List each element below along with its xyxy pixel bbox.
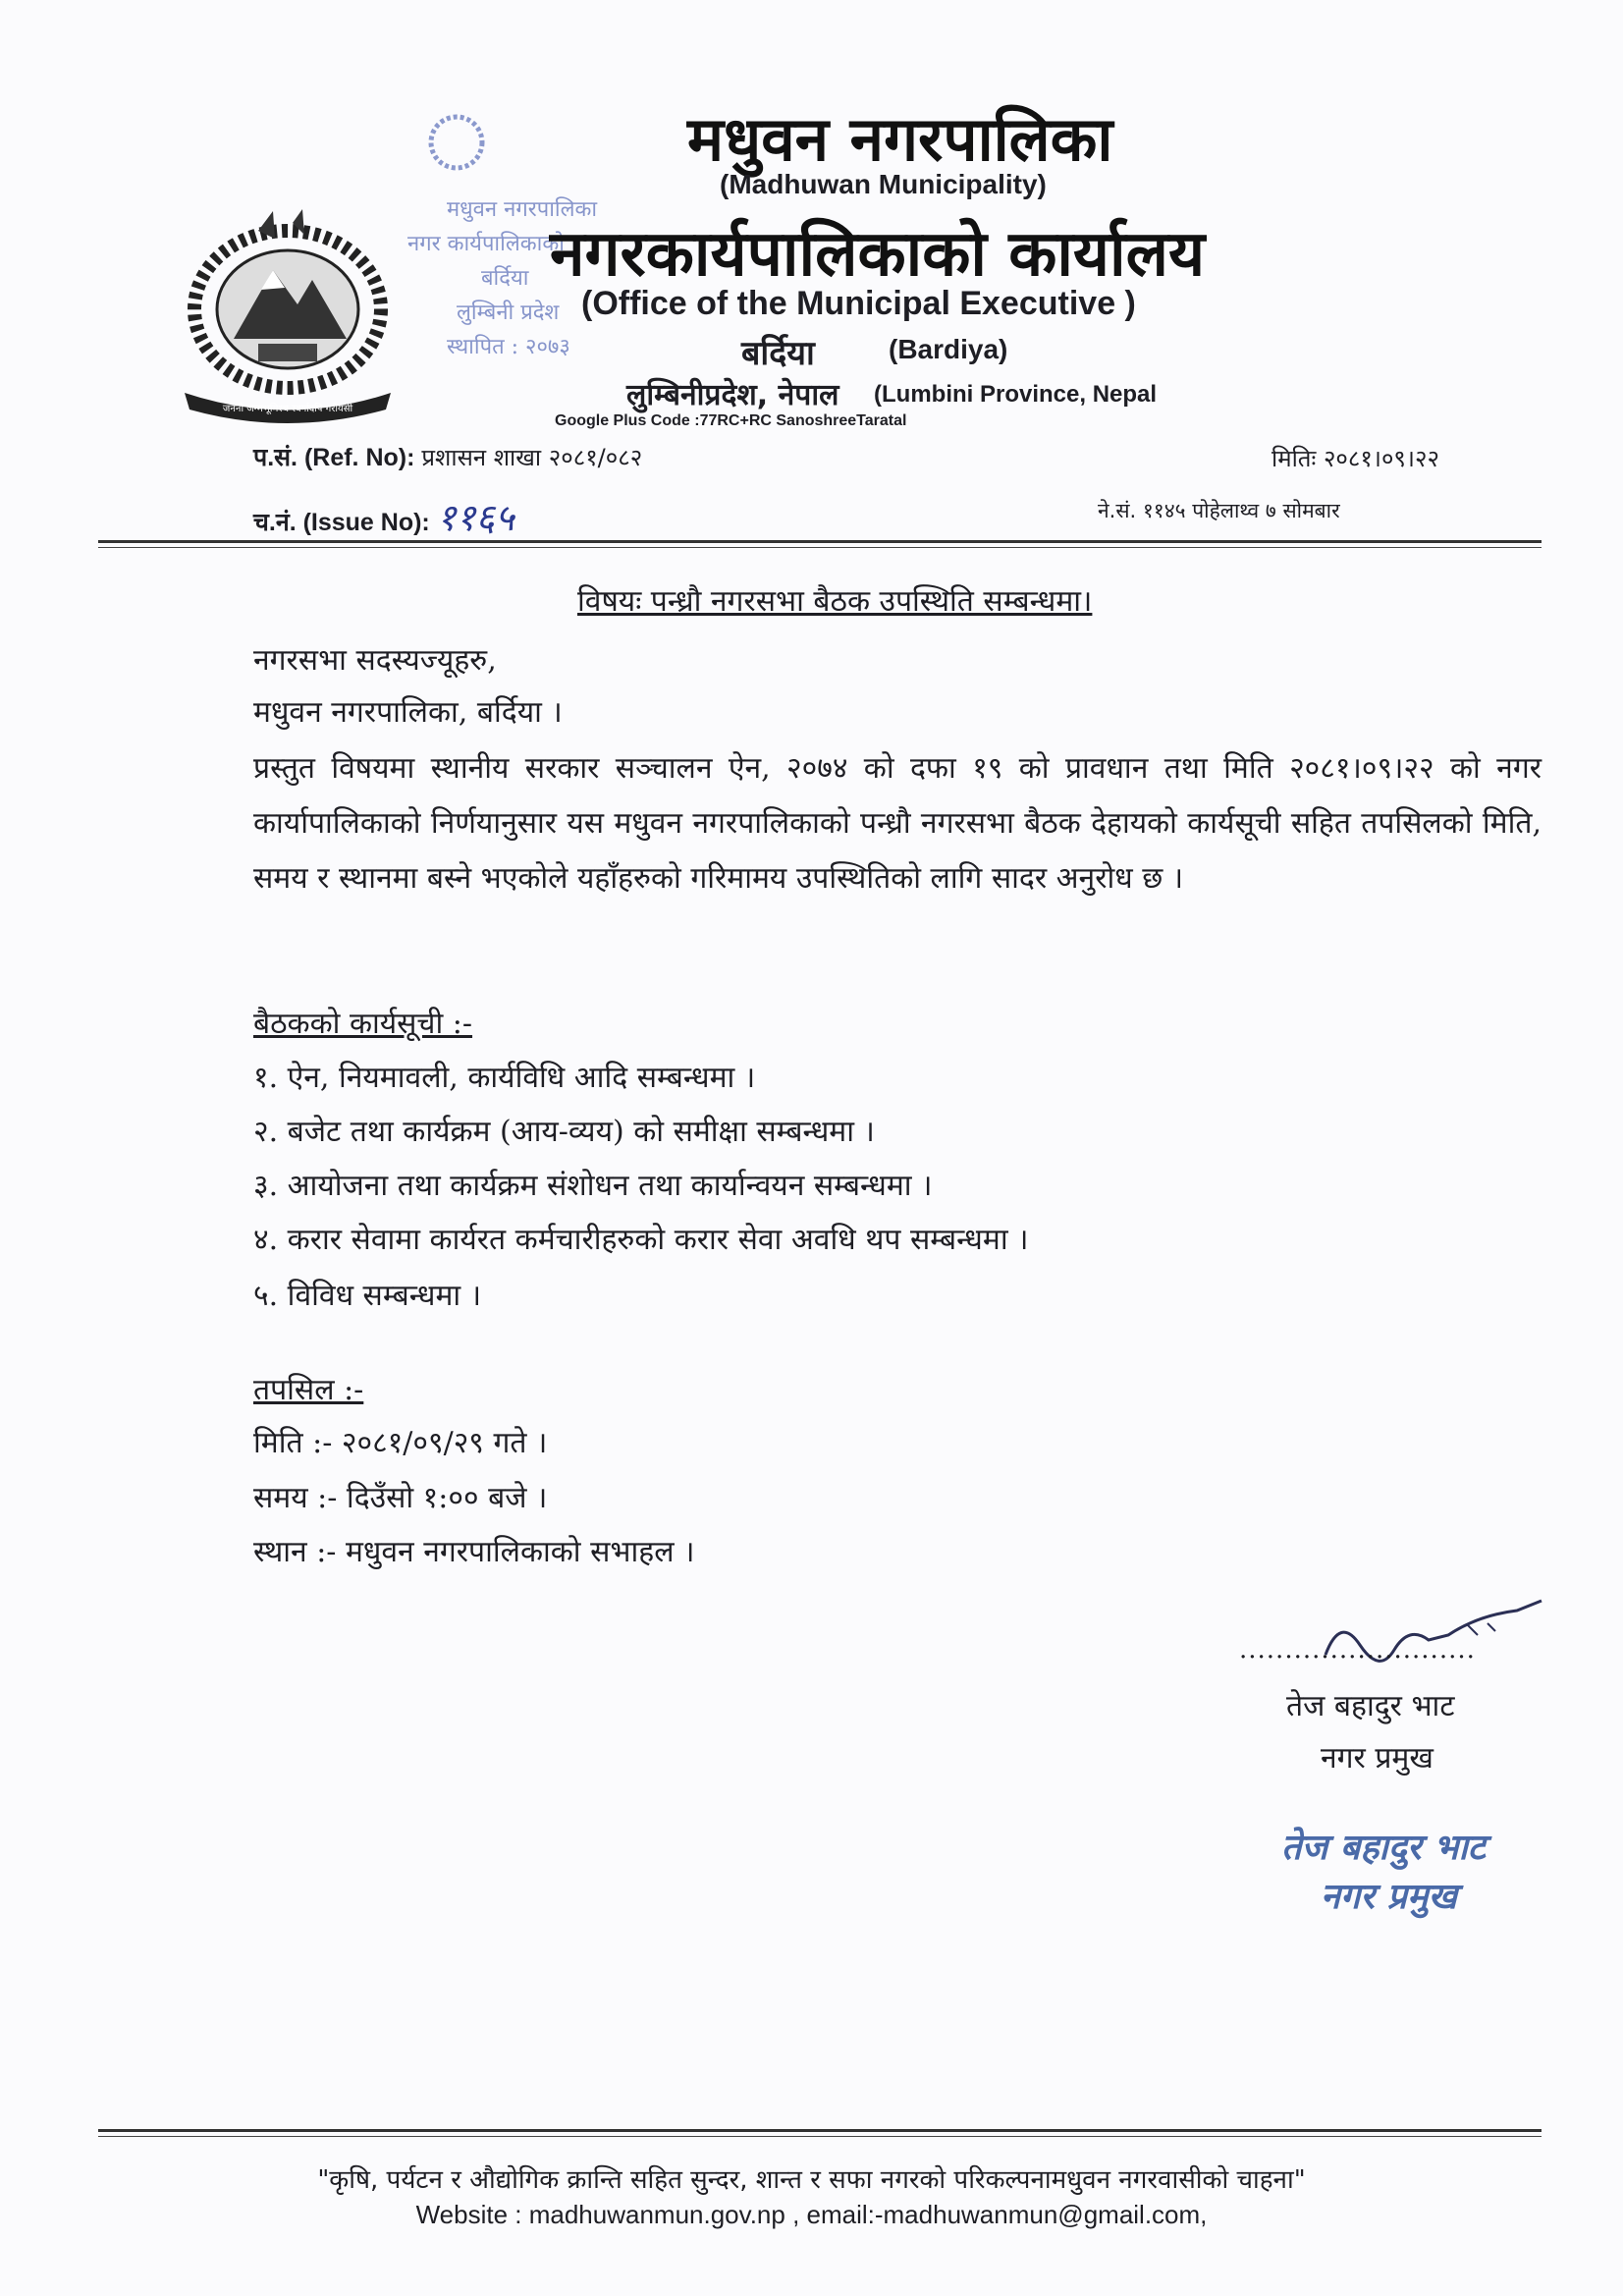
title-seal: नगर प्रमुख — [1321, 1877, 1457, 1917]
ref-value: प्रशासन शाखा २०८१/०८२ — [421, 444, 643, 471]
salutation-line-1: नगरसभा सदस्यज्यूहरु, — [253, 643, 497, 678]
agenda-heading: बैठकको कार्यसूची :- — [253, 1007, 473, 1041]
office-title-en: (Office of the Municipal Executive ) — [581, 285, 1136, 322]
footer-divider-thin — [98, 2136, 1542, 2137]
office-title: नगरकार्यपालिकाको कार्यालय — [550, 218, 1206, 291]
district-name-en: (Bardiya) — [889, 334, 1008, 364]
ns-date — [1098, 496, 1340, 524]
signature-line: .......................... — [1239, 1635, 1476, 1665]
plus-code: Google Plus Code :77RC+RC SanoshreeTaratal — [555, 412, 907, 429]
salutation-line-2: मधुवन नगरपालिका, बर्दिया । — [253, 695, 563, 730]
agenda-item: ३. आयोजना तथा कार्यक्रम संशोधन तथा कार्यान्वयन सम्बन्धमा । — [253, 1169, 933, 1203]
agenda-item: १. ऐन, नियमावली, कार्यविधि आदि सम्बन्धमा । — [253, 1061, 756, 1095]
nepal-emblem-icon — [165, 191, 410, 427]
stamp-line-1: मधुवन नगरपालिका — [447, 197, 598, 222]
details-item: मिति :- २०८१/०९/२९ गते । — [253, 1426, 548, 1460]
footer-motto: "कृषि, पर्यटन र औद्योगिक क्रान्ति सहित सुन्दर, शान्त र सफा नगरको परिकल्पनामधुवन नगरवासीको चाहना" — [317, 2165, 1306, 2195]
agenda-item: ५. विविध सम्बन्धमा । — [253, 1279, 482, 1313]
signatory-title: नगर प्रमुख — [1321, 1741, 1434, 1776]
province-name-en: (Lumbini Province, Nepal — [874, 381, 1158, 408]
signatory-name: तेज बहादुर भाट — [1286, 1689, 1455, 1723]
agenda-item: २. बजेट तथा कार्यक्रम (आय-व्यय) को समीक्षा सम्बन्धमा । — [253, 1115, 875, 1149]
district-name: बर्दिया — [741, 334, 815, 373]
date-value: मितिः २०८१।०९।२२ — [1271, 445, 1439, 472]
ref-label: प.सं. (Ref. No): — [253, 444, 415, 471]
details-heading: तपसिल :- — [253, 1373, 364, 1407]
province-name: लुम्बिनीप्रदेश, नेपाल — [626, 378, 839, 412]
agenda-item: ४. करार सेवामा कार्यरत कर्मचारीहरुको करार सेवा अवधि थप सम्बन्धमा । — [253, 1223, 1029, 1257]
name-seal: तेज बहादुर भाट — [1281, 1828, 1486, 1868]
issue-date — [1271, 442, 1439, 474]
municipality-title-en: (Madhuwan Municipality) — [720, 169, 1047, 199]
issue-value-handwritten: ११६५ — [436, 496, 514, 539]
details-item: समय :- दिउँसो १:०० बजे । — [253, 1481, 548, 1515]
stamp-line-4: लुम्बिनी प्रदेश — [457, 301, 560, 325]
stamp-line-5: स्थापित : २०७३ — [447, 335, 570, 359]
municipality-title: मधुवन नगरपालिका — [687, 103, 1113, 175]
stamp-line-2: नगर कार्यपालिकाको — [407, 232, 565, 256]
letter-subject: विषयः पन्ध्रौ नगरसभा बैठक उपस्थिति सम्बन्धमा। — [577, 584, 1093, 619]
header-divider-thin — [98, 547, 1542, 548]
issue-number — [253, 491, 514, 542]
ns-date-value: ने.सं. ११४५ पोहेलाथ्व ७ सोमबार — [1098, 499, 1340, 522]
svg-text:जननी जन्मभूमिश्च स्वर्गादपि गर: जननी जन्मभूमिश्च स्वर्गादपि गरीयसी — [222, 404, 353, 414]
issue-label: च.नं. (Issue No): — [253, 509, 430, 536]
ref-number — [253, 440, 642, 473]
header-divider — [98, 540, 1542, 543]
footer-contact: Website : madhuwanmun.gov.np , email:-madhuwanmun@gmail.com, — [415, 2200, 1208, 2229]
stamp-line-3: बर्दिया — [481, 266, 529, 291]
footer-divider — [98, 2129, 1542, 2132]
letter-body: प्रस्तुत विषयमा स्थानीय सरकार सञ्चालन ऐन, २०७४ को दफा १९ को प्रावधान तथा मिति २०८१।०९।२२ को नगर कार्यापालिकाको निर्णयानुसार यस मधुवन नगरपालिकाको पन्ध्रौ नगरसभा बैठक देहायको कार्यसूची सहित तपसिलको मिति, समय र स्थानमा बस्ने भएकोले यहाँहरुको गरिमामय उपस्थितिको लागि सादर अनुरोध छ । — [253, 751, 1542, 896]
details-item: स्थान :- मधुवन नगरपालिकाको सभाहल । — [253, 1535, 695, 1569]
